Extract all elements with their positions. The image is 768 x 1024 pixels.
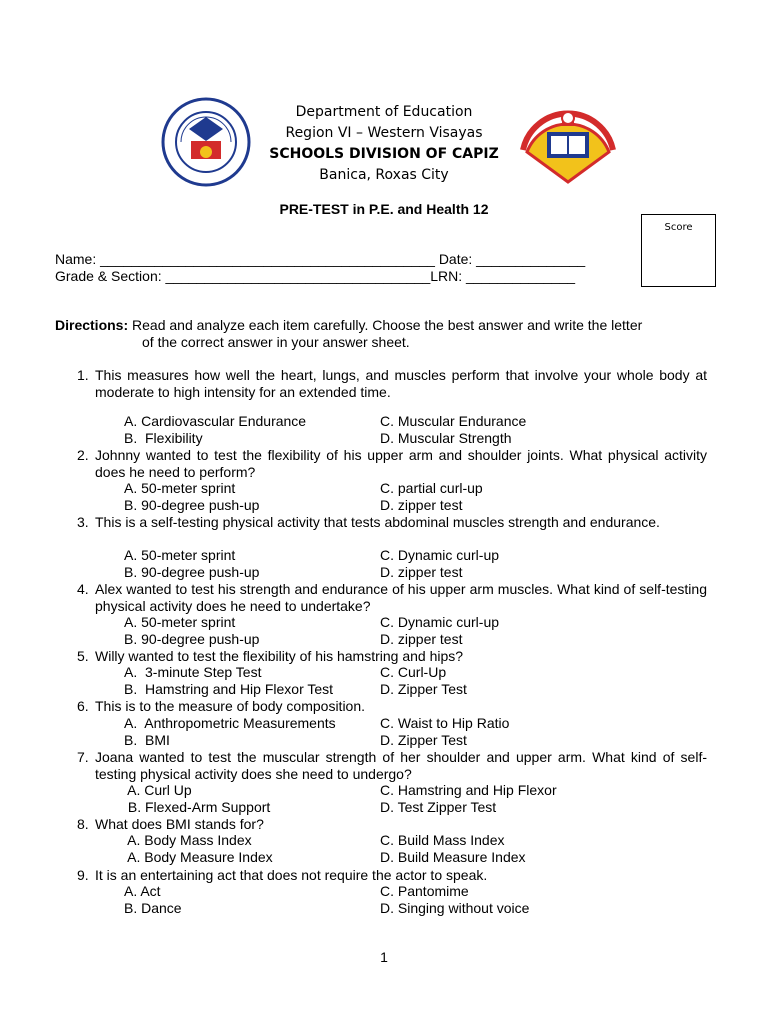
answer-choice-b: A. Body Measure Index [124,849,273,865]
answer-choice-b: B. Hamstring and Hip Flexor Test [124,681,334,697]
answer-choice-c: C. Dynamic curl-up [380,614,500,630]
answer-choice-c: C. Waist to Hip Ratio [380,715,510,731]
question-item [77,367,707,401]
question-item [77,749,707,783]
question-number: 6. [77,698,89,714]
answer-choice-c: C. Build Mass Index [380,832,505,848]
region-heading: Region VI – Western Visayas [285,125,483,141]
answer-choice-d: D. Muscular Strength [380,430,512,446]
answer-choice-a: A. 50-meter sprint [124,614,236,630]
answer-choice-c: C. partial curl-up [380,480,483,496]
question-number: 2. [77,447,89,463]
division-heading: SCHOOLS DIVISION OF CAPIZ [269,146,499,162]
answer-choice-a: A. Cardiovascular Endurance [124,413,307,429]
question-text: This is to the measure of body composition. [95,698,366,714]
answer-choice-d: D. zipper test [380,497,463,513]
answer-choice-b: B. 90-degree push-up [124,564,260,580]
answer-choice-a: A. 50-meter sprint [124,480,236,496]
answer-choice-a: A. Anthropometric Measurements [124,715,336,731]
question-text: This measures how well the heart, lungs, and muscles perform that involve your whole body at moderate to high intensity for an extended time. [95,367,707,400]
question-item [77,514,707,531]
answer-choice-c: C. Dynamic curl-up [380,547,500,563]
directions-text-1: Read and analyze each item carefully. Choose the best answer and write the letter [128,317,643,333]
question-number: 9. [77,867,89,883]
score-box [641,214,716,287]
directions [55,317,725,351]
answer-choice-c: C. Curl-Up [380,664,447,680]
question-item [77,816,707,833]
answer-choice-a: A. 50-meter sprint [124,547,236,563]
question-number: 1. [77,367,89,383]
grade-lrn-line: Grade & Section: __________________________________LRN: ______________ [55,268,576,284]
question-text: This is a self-testing physical activity that tests abdominal muscles strength and endurance. [95,514,660,530]
answer-choice-d: D. Zipper Test [380,732,467,748]
score-label: Score [664,222,693,233]
answer-choice-d: D. zipper test [380,631,463,647]
name-date-line: Name: ___________________________________________ Date: ______________ [55,251,586,267]
answer-choice-b: B. 90-degree push-up [124,631,260,647]
question-number: 4. [77,581,89,597]
answer-choice-a: A. Body Mass Index [124,832,252,848]
directions-label: Directions: [55,317,129,333]
answer-choice-d: D. Zipper Test [380,681,467,697]
question-number: 8. [77,816,89,832]
answer-choice-a: A. Act [124,883,161,899]
question-item [77,447,707,481]
question-item [77,867,707,884]
answer-choice-c: C. Hamstring and Hip Flexor [380,782,557,798]
answer-choice-a: A. Curl Up [124,782,192,798]
answer-choice-d: D. Test Zipper Test [380,799,497,815]
question-text: It is an entertaining act that does not require the actor to speak. [95,867,488,883]
question-text: What does BMI stands for? [95,816,264,832]
question-number: 5. [77,648,89,664]
question-item [77,581,707,615]
test-title: PRE-TEST in P.E. and Health 12 [279,201,489,217]
question-number: 7. [77,749,89,765]
question-text: Willy wanted to test the flexibility of his hamstring and hips? [95,648,464,664]
address-heading: Banica, Roxas City [319,167,449,183]
answer-choice-b: B. Flexed-Arm Support [124,799,271,815]
question-text: Johnny wanted to test the flexibility of his upper arm and shoulder joints. What physical activity does he need to perform? [95,447,707,480]
answer-choice-a: A. 3-minute Step Test [124,664,262,680]
answer-choice-b: B. Dance [124,900,182,916]
question-text: Alex wanted to test his strength and endurance of his upper arm muscles. What kind of self-testing physical activity does he need to undertake? [95,581,707,614]
answer-choice-b: B. Flexibility [124,430,203,446]
directions-text-2: of the correct answer in your answer sheet. [142,334,410,350]
answer-choice-c: C. Pantomime [380,883,469,899]
answer-choice-d: D. Build Measure Index [380,849,526,865]
question-item [77,648,707,665]
question-number: 3. [77,514,89,530]
answer-choice-b: B. BMI [124,732,170,748]
department-heading: Department of Education [295,104,473,120]
question-text: Joana wanted to test the muscular strength of her shoulder and upper arm. What kind of self-testing physical activity does she need to undergo? [95,749,707,782]
question-item [77,698,707,715]
answer-choice-b: B. 90-degree push-up [124,497,260,513]
answer-choice-c: C. Muscular Endurance [380,413,527,429]
answer-choice-d: D. zipper test [380,564,463,580]
answer-choice-d: D. Singing without voice [380,900,530,916]
page-number: 1 [380,949,388,965]
